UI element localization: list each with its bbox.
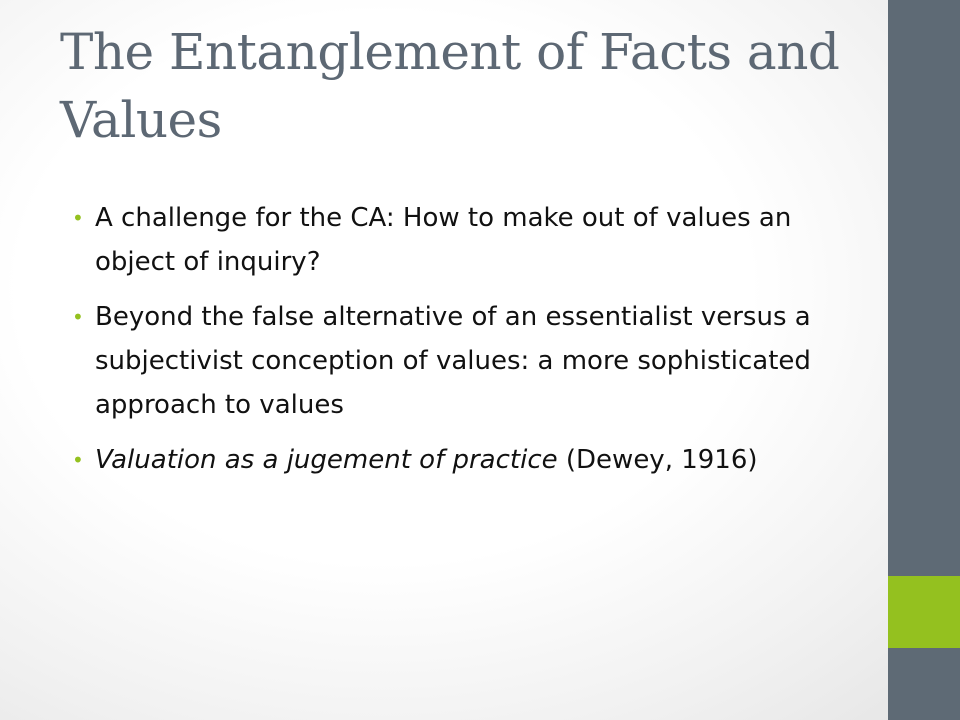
bullet-italic-text: Valuation as a jugement of practice	[95, 445, 558, 475]
bullet-text: A challenge for the CA: How to make out of values an object of inquiry?	[95, 203, 792, 277]
bullet-item-challenge	[72, 196, 832, 284]
bullet-dot-icon: •	[72, 305, 84, 329]
slide-title: The Entanglement of Facts and Values	[60, 23, 840, 149]
bullet-text: Beyond the false alternative of an essentialist versus a subjectivist conception of values: a more sophisticated approach to values	[95, 302, 811, 420]
bullet-item-valuation	[72, 438, 832, 482]
bullet-citation-text: (Dewey, 1916)	[557, 445, 758, 475]
accent-block	[888, 576, 960, 648]
bullet-dot-icon: •	[72, 206, 84, 230]
bullet-item-beyond	[72, 295, 832, 427]
bullet-list	[72, 196, 832, 493]
bullet-dot-icon: •	[72, 448, 84, 472]
